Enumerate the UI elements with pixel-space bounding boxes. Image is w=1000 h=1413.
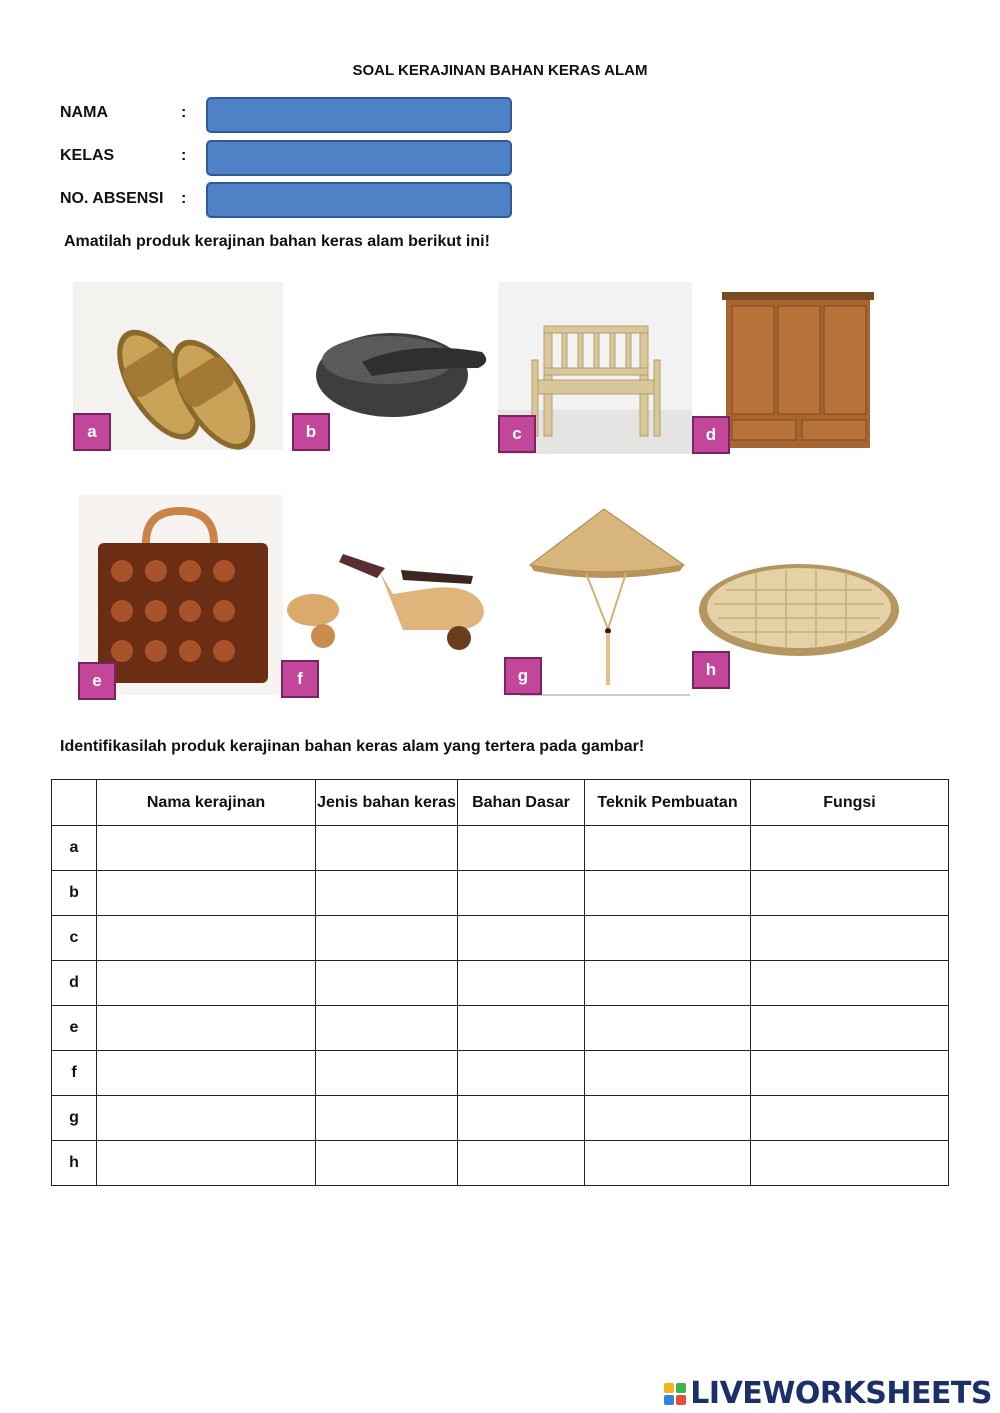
row-letter: a <box>52 826 97 871</box>
answer-cell[interactable] <box>585 916 750 960</box>
answer-cell[interactable] <box>585 1051 750 1095</box>
table-row <box>52 1141 949 1186</box>
answer-cell[interactable] <box>458 1141 584 1185</box>
table-row <box>52 871 949 916</box>
answer-cell[interactable] <box>97 961 315 1005</box>
answer-cell[interactable] <box>585 826 750 870</box>
answer-cell[interactable] <box>316 1096 457 1140</box>
table-row <box>52 961 949 1006</box>
nama-input[interactable] <box>206 97 512 133</box>
table-header-row <box>52 780 949 826</box>
answer-cell[interactable] <box>585 871 750 915</box>
answer-cell[interactable] <box>316 916 457 960</box>
label-f: f <box>281 660 319 698</box>
answer-cell[interactable] <box>458 1051 584 1095</box>
answer-cell[interactable] <box>458 1006 584 1050</box>
label-g: g <box>504 657 542 695</box>
label-e: e <box>78 662 116 700</box>
liveworksheets-logo-icon <box>664 1383 686 1405</box>
answer-cell[interactable] <box>751 961 948 1005</box>
row-letter: c <box>52 916 97 961</box>
answer-cell[interactable] <box>97 1006 315 1050</box>
row-letter: e <box>52 1006 97 1051</box>
row-letter: f <box>52 1051 97 1096</box>
answer-cell[interactable] <box>458 871 584 915</box>
nama-colon: : <box>181 104 187 121</box>
answer-cell[interactable] <box>585 1006 750 1050</box>
answer-cell[interactable] <box>751 1006 948 1050</box>
brand-name: LIVEWORKSHEETS <box>690 1376 992 1411</box>
label-a: a <box>73 413 111 451</box>
header-teknik: Teknik Pembuatan <box>585 780 751 826</box>
table-row <box>52 916 949 961</box>
answer-cell[interactable] <box>585 1141 750 1185</box>
row-letter: h <box>52 1141 97 1186</box>
label-b: b <box>292 413 330 451</box>
answer-cell[interactable] <box>97 1051 315 1095</box>
absensi-colon: : <box>181 190 187 207</box>
answer-cell[interactable] <box>751 1096 948 1140</box>
answer-cell[interactable] <box>97 1141 315 1185</box>
label-c: c <box>498 415 536 453</box>
absensi-input[interactable] <box>206 182 512 218</box>
answer-table <box>51 779 949 1186</box>
row-letter: g <box>52 1096 97 1141</box>
answer-cell[interactable] <box>316 961 457 1005</box>
answer-cell[interactable] <box>316 1051 457 1095</box>
answer-cell[interactable] <box>97 871 315 915</box>
answer-cell[interactable] <box>751 826 948 870</box>
table-row <box>52 1051 949 1096</box>
answer-cell[interactable] <box>458 961 584 1005</box>
table-row <box>52 1096 949 1141</box>
table-row <box>52 826 949 871</box>
header-fungsi: Fungsi <box>751 780 949 826</box>
table-row <box>52 1006 949 1051</box>
kelas-input[interactable] <box>206 140 512 176</box>
instruction-observe: Amatilah produk kerajinan bahan keras alam berikut ini! <box>64 233 490 250</box>
answer-cell[interactable] <box>316 1141 457 1185</box>
image-conical-hat <box>520 505 690 697</box>
row-letter: d <box>52 961 97 1006</box>
brand-watermark <box>664 1376 992 1411</box>
header-bahan-dasar: Bahan Dasar <box>458 780 585 826</box>
answer-cell[interactable] <box>585 961 750 1005</box>
answer-cell[interactable] <box>97 1096 315 1140</box>
nama-label: NAMA <box>60 104 108 121</box>
image-woven-tray <box>696 560 902 660</box>
answer-cell[interactable] <box>458 916 584 960</box>
kelas-colon: : <box>181 147 187 164</box>
page-title: SOAL KERAJINAN BAHAN KERAS ALAM <box>352 62 648 79</box>
header-jenis-bahan: Jenis bahan keras <box>316 780 458 826</box>
label-h: h <box>692 651 730 689</box>
image-wooden-scooter <box>283 532 498 662</box>
header-letter <box>52 780 97 826</box>
answer-cell[interactable] <box>458 1096 584 1140</box>
answer-cell[interactable] <box>751 871 948 915</box>
answer-cell[interactable] <box>751 1051 948 1095</box>
answer-cell[interactable] <box>316 826 457 870</box>
answer-cell[interactable] <box>97 916 315 960</box>
answer-cell[interactable] <box>458 826 584 870</box>
answer-cell[interactable] <box>751 916 948 960</box>
instruction-identify: Identifikasilah produk kerajinan bahan keras alam yang tertera pada gambar! <box>60 738 645 755</box>
answer-cell[interactable] <box>585 1096 750 1140</box>
header-nama-kerajinan: Nama kerajinan <box>97 780 316 826</box>
label-d: d <box>692 416 730 454</box>
answer-cell[interactable] <box>316 871 457 915</box>
answer-cell[interactable] <box>751 1141 948 1185</box>
absensi-label: NO. ABSENSI <box>60 190 164 207</box>
answer-cell[interactable] <box>97 826 315 870</box>
kelas-label: KELAS <box>60 147 115 164</box>
answer-cell[interactable] <box>316 1006 457 1050</box>
row-letter: b <box>52 871 97 916</box>
